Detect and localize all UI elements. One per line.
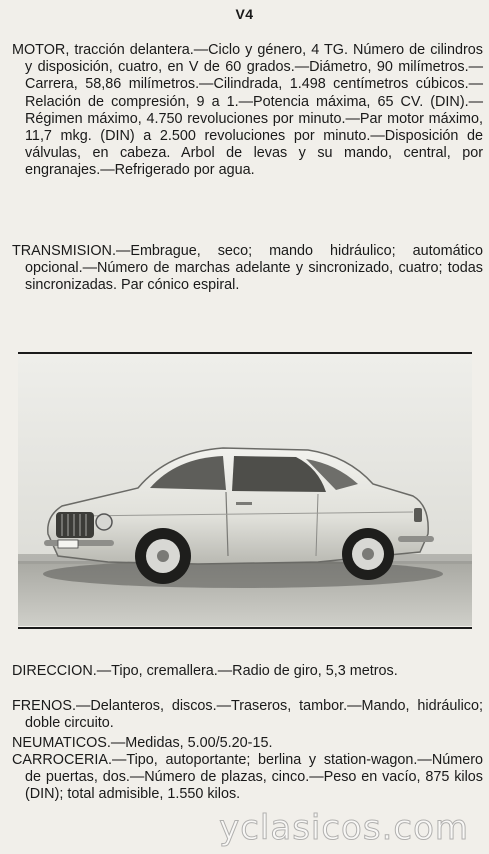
frenos-text: .—Delanteros, discos.—Traseros, tambor.—Mando, hidráulico; doble circuito.: [25, 698, 483, 732]
divider-bottom: [18, 627, 472, 629]
frenos-spec: [12, 698, 483, 732]
divider-top: [18, 352, 472, 354]
carroceria-text: .—Tipo, autoportante; berlina y station-wagon.—Número de puertas, dos.—Número de plazas, cinco.—Peso en vacío, 875 kilos (DIN); total admisible, 1.550 kilos.: [25, 752, 483, 803]
neumaticos-spec: [12, 735, 483, 752]
direccion-text: .—Tipo, cremallera.—Radio de giro, 5,3 metros.: [92, 663, 398, 679]
direccion-term: DIRECCION: [12, 663, 93, 679]
carroceria-spec: [12, 752, 483, 804]
car-photo: [18, 356, 472, 626]
transmision-text: .—Embrague, seco; mando hidráulico; automático opcional.—Número de marchas adelante y sincronizado, cuatro; todas sincronizadas. Par cónico espiral.: [25, 243, 483, 294]
page-heading: V4: [235, 6, 254, 22]
frenos-term: FRENOS: [12, 698, 72, 714]
motor-text: , tracción delantera.—Ciclo y género, 4 TG. Número de cilindros y disposición, cuatro, en V de 60 grados.—Diámetro, 90 milímetros.—Carrera, 58,86 milímetros.—Cilindrada, 1.498 centímetros cúbicos.—Relación de compresión, 9 a 1.—Potencia máxima, 65 CV. (DIN).—Régimen máximo, 4.750 revoluciones por minuto.—Par motor máximo, 11,7 mkg. (DIN) a 2.500 revoluciones por minuto.—Disposición de válvulas, en cabeza. Arbol de levas y su mando, central, por engranajes.—Refrigerado por agua.: [25, 42, 483, 179]
motor-term: MOTOR: [12, 42, 66, 58]
motor-spec: [12, 42, 483, 180]
direccion-spec: [12, 663, 483, 680]
neumaticos-text: .—Medidas, 5.00/5.20-15.: [106, 735, 273, 751]
neumaticos-term: NEUMATICOS: [12, 735, 107, 751]
transmision-term: TRANSMISION: [12, 243, 112, 259]
carroceria-term: CARROCERIA: [12, 752, 108, 768]
site-watermark: yclasicos.com: [219, 808, 469, 848]
transmision-spec: [12, 243, 483, 295]
car-photo-drawing: [18, 356, 472, 626]
